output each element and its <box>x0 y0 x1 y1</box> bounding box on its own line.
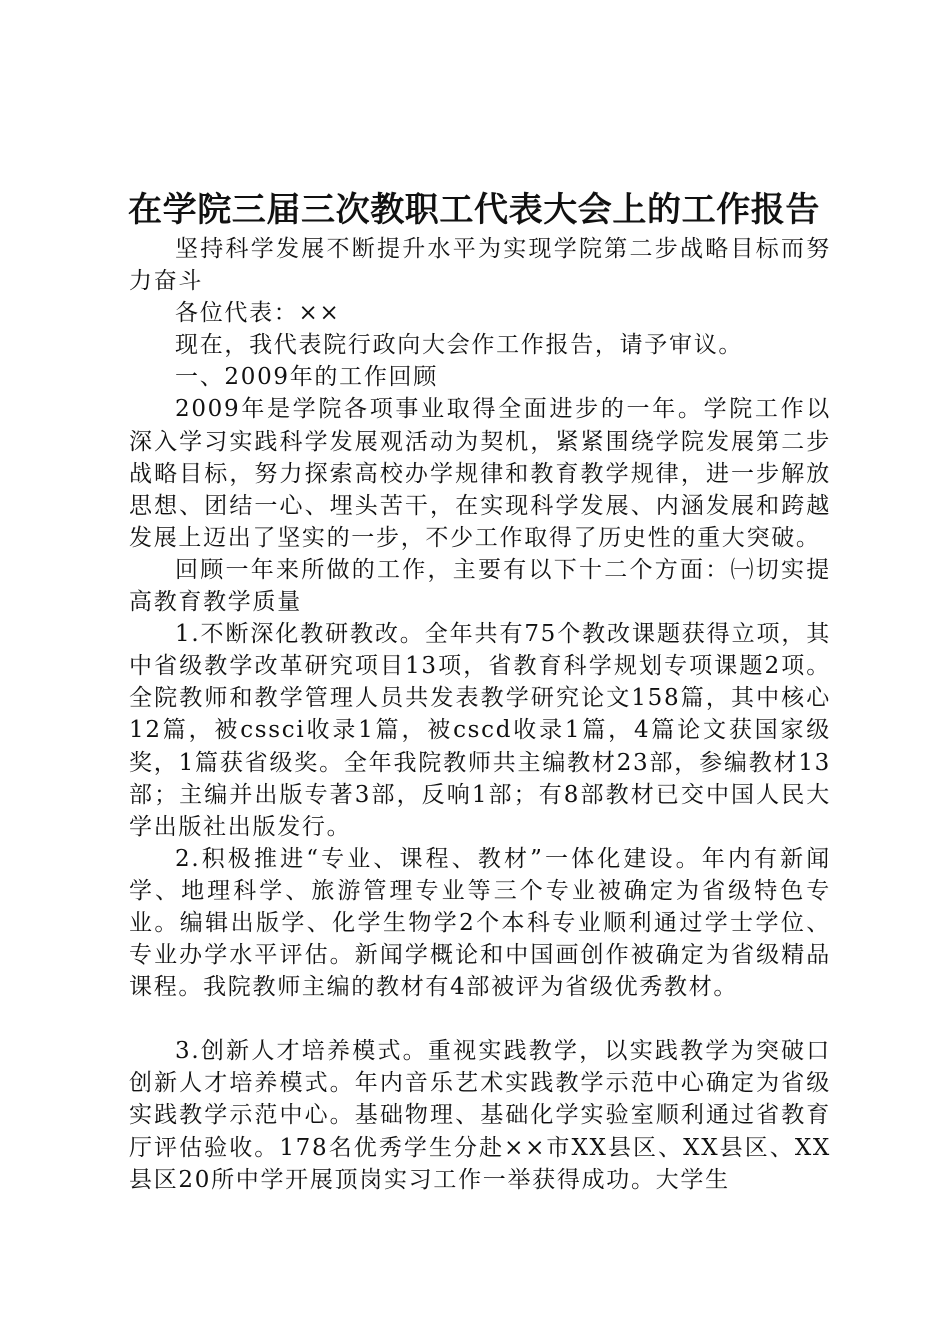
section-heading: 一、2009年的工作回顾 <box>175 364 438 391</box>
salutation-paragraph: 各位代表：×× <box>175 300 341 327</box>
document-title: 在学院三届三次教职工代表大会上的工作报告 <box>128 190 820 230</box>
review-paragraph: 回顾一年来所做的工作，主要有以下十二个方面：㈠切实提高教育教学质量 <box>129 556 831 616</box>
overview-paragraph: 2009年是学院各项事业取得全面进步的一年。学院工作以深入学习实践科学发展观活动为契机，紧紧围绕学院发展第二步战略目标，努力探索高校办学规律和教育教学规律，进一步解放思想、团结一心、埋头苦干，在实现科学发展、内涵发展和跨越发展上迈出了坚实的一步，不少工作取得了历史性的重大突破。 <box>129 396 831 551</box>
intro-paragraph: 现在，我代表院行政向大会作工作报告，请予审议。 <box>175 332 744 359</box>
item-1-paragraph: 1.不断深化教研教改。全年共有75个教改课题获得立项，其中省级教学改革研究项目13项，省教育科学规划专项课题2项。全院教师和教学管理人员共发表教学研究论文158篇，其中核心12篇，被cssci收录1篇，被cscd收录1篇，4篇论文获国家级奖，1篇获省级奖。全年我院教师共主编教材23部，参编教材13部；主编并出版专著3部，反响1部；有8部教材已交中国人民大学出版社出版发行。 <box>129 621 831 840</box>
item-2-paragraph: 2.积极推进“专业、课程、教材”一体化建设。年内有新闻学、地理科学、旅游管理专业等三个专业被确定为省级特色专业。编辑出版学、化学生物学2个本科专业顺利通过学士学位、专业办学水平评估。新闻学概论和中国画创作被确定为省级精品课程。我院教师主编的教材有4部被评为省级优秀教材。 <box>129 845 831 1001</box>
subtitle-paragraph: 坚持科学发展不断提升水平为实现学院第二步战略目标而努力奋斗 <box>129 236 831 295</box>
item-3-paragraph: 3.创新人才培养模式。重视实践教学，以实践教学为突破口创新人才培养模式。年内音乐艺术实践教学示范中心确定为省级实践教学示范中心。基础物理、基础化学实验室顺利通过省教育厅评估验收。178名优秀学生分赴××市XX县区、XX县区、XX县区20所中学开展顶岗实习工作一举获得成功。大学生 <box>129 1038 831 1193</box>
document-body <box>129 233 831 1196</box>
